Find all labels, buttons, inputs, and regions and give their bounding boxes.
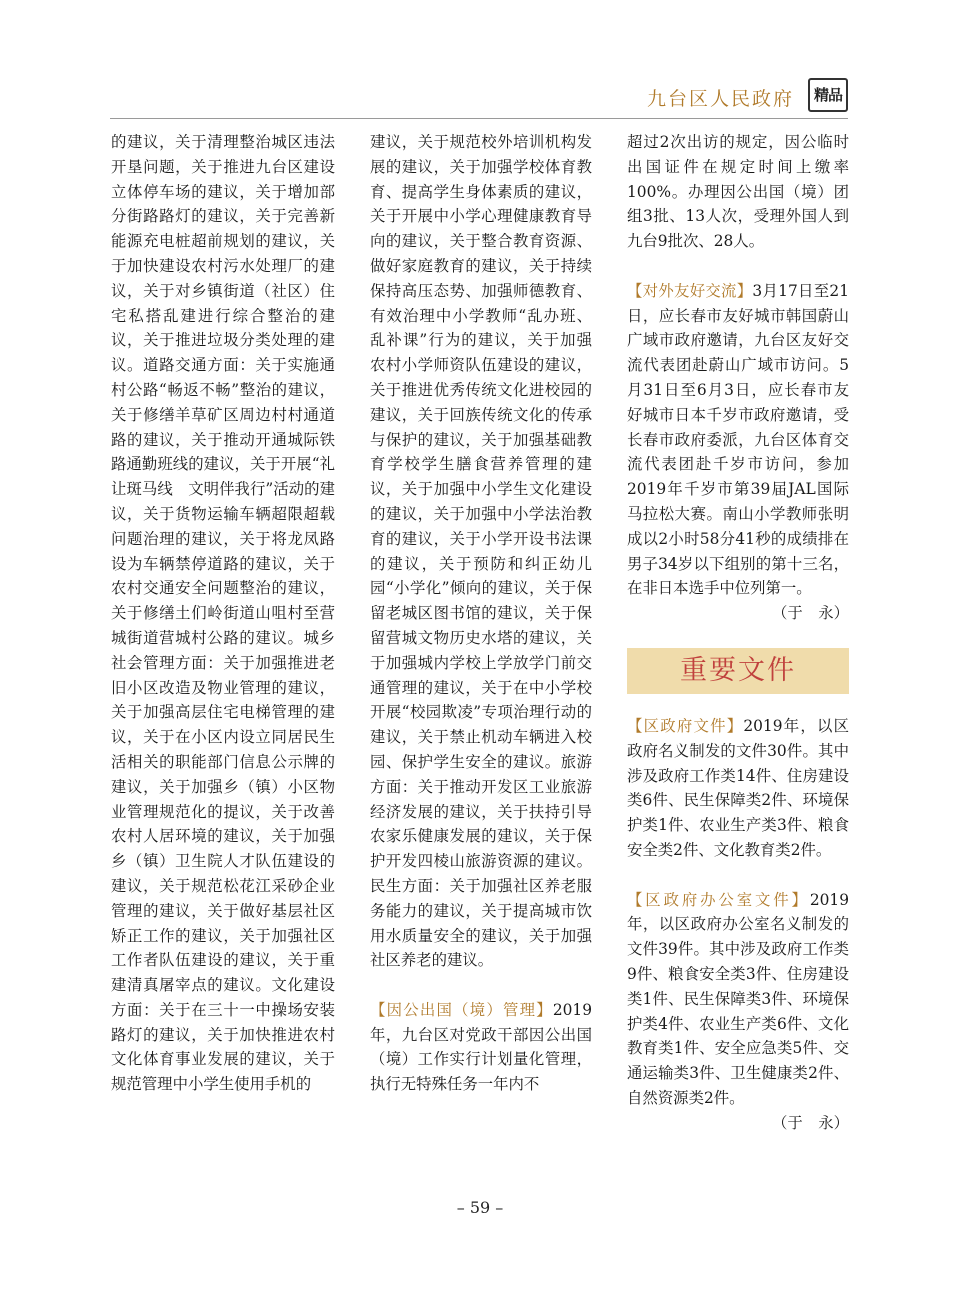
author-signature: （于 永） [772, 1113, 849, 1132]
column-3-paragraph: 超过2次出访的规定，因公临时出国证件在规定时间上缴率100%。办理因公出国（境）团组3批、13人次，受理外国人到九台9批次、28人。 [627, 133, 849, 251]
entry-friendly-exchange [627, 279, 849, 601]
header-title: 九台区人民政府 [646, 88, 794, 110]
entry-text: 2019年，九台区对党政干部因公出国（境）工作实行计划量化管理，执行无特殊任务一年内不 [370, 1000, 592, 1094]
entry-tag: 【对外友好交流】 [627, 281, 753, 300]
entry-district-office-documents [627, 888, 849, 1111]
author-signature: （于 永） [772, 604, 849, 623]
page-number: – 59 – [456, 1198, 504, 1217]
column-3 [627, 130, 849, 1135]
entry-text: 2019年，以区政府办公室名义制发的文件39件。其中涉及政府工作类9件、粮食安全类3件、住房建设类1件、民生保障类3件、环境保护类4件、农业生产类6件、文化教育类1件、安全应急类5件、交通运输类3件、卫生健康类2件、自然资源类2件。 [627, 890, 849, 1107]
paragraph-gap [370, 973, 592, 998]
column-1-text: 的建议，关于清理整治城区违法开垦问题，关于推进九台区建设立体停车场的建议，关于增加部分街路路灯的建议，关于完善新能源充电桩超前规划的建议，关于加快建设农村污水处理厂的建议，关于对乡镇街道（社区）住宅私搭乱建进行综合整治的建议，关于推进垃圾分类处理的建议。道路交通方面：关于实施通村公路“畅返不畅”整治的建议，关于修缮羊草矿区周边村村通道路的建议，关于推动开通城际铁路通勤班线的建议，关于开展“礼让斑马线 文明伴我行”活动的建议，关于货物运输车辆超限超载问题治理的建议，关于将龙凤路设为车辆禁停道路的建议，关于农村交通安全问题整治的建议，关于修缮土们岭街道山咀村至营城街道营城村公路的建议。城乡社会管理方面：关于加强推进老旧小区改造及物业管理的建议，关于加强高层住宅电梯管理的建议，关于在小区内设立同居民生活相关的职能部门信息公示牌的建议，关于加强乡（镇）小区物业管理规范化的提议，关于改善农村人居环境的建议，关于加强乡（镇）卫生院人才队伍建设的建议，关于规范松花江采砂企业管理的建议，关于做好基层社区矫正工作的建议，关于加强社区工作者队伍建设的建议，关于重建清真屠宰点的建议。文化建设方面：关于在三十一中操场安装路灯的建议，关于加快推进农村文化体育事业发展的建议，关于规范管理中小学生使用手机的 [111, 133, 335, 1094]
jingpin-logo-icon: 精品 [808, 78, 848, 112]
entry-text: 2019年，以区政府名义制发的文件30件。其中涉及政府工作类14件、住房建设类6件、民生保障类2件、环境保护类1件、农业生产类3件、粮食安全类2件、文化教育类2件。 [627, 716, 849, 859]
column-2-paragraph: 建议，关于规范校外培训机构发展的建议，关于加强学校体育教育、提高学生身体素质的建议，关于开展中小学心理健康教育导向的建议，关于整合教育资源、做好家庭教育的建议，关于持续保持高压态势、加强师德教育、有效治理中小学教师“乱办班、乱补课”行为的建议，关于加强农村小学师资队伍建设的建议，关于推进优秀传统文化进校园的建议，关于回族传统文化的传承与保护的建议，关于加强基础教育学校学生膳食营养管理的建议，关于加强中小学生文化建设的建议，关于加强中小学法治教育的建议，关于小学开设书法课的建议，关于预防和纠正幼儿园“小学化”倾向的建议，关于保留老城区图书馆的建议，关于保留营城文物历史水塔的建议，关于加强城内学校上学放学门前交通管理的建议，关于在中小学校开展“校园欺凌”专项治理行动的建议，关于禁止机动车辆进入校园、保护学生安全的建议。旅游方面：关于推动开发区工业旅游经济发展的建议，关于扶持引导农家乐健康发展的建议，关于保护开发四棱山旅游资源的建议。民生方面：关于加强社区养老服务能力的建议，关于提高城市饮用水质量安全的建议，关于加强社区养老的建议。 [370, 133, 592, 970]
entry-tag: 【区政府办公室文件】 [627, 890, 810, 909]
column-1 [111, 130, 335, 1097]
section-title-banner: 重要文件 [627, 648, 849, 694]
header-divider [110, 118, 848, 119]
entry-text: 3月17日至21日，应长春市友好城市韩国蔚山广域市政府邀请，九台区友好交流代表团赴蔚山广域市访问。5月31日至6月3日，应长春市友好城市日本千岁市政府邀请，受长春市政府委派，九台区体育交流代表团赴千岁市访问，参加2019年千岁市第39届JAL国际马拉松大赛。南山小学教师张明成以2小时58分41秒的成绩排在男子34岁以下组别的第十三名，在非日本选手中位列第一。 [627, 281, 849, 598]
entry-overseas-management [370, 998, 592, 1097]
paragraph-gap [627, 254, 849, 279]
column-2 [370, 130, 592, 1097]
entry-district-gov-documents [627, 714, 849, 863]
entry-tag: 【因公出国（境）管理】 [370, 1000, 553, 1019]
page-header [110, 78, 848, 118]
paragraph-gap [627, 863, 849, 888]
entry-tag: 【区政府文件】 [627, 716, 744, 735]
